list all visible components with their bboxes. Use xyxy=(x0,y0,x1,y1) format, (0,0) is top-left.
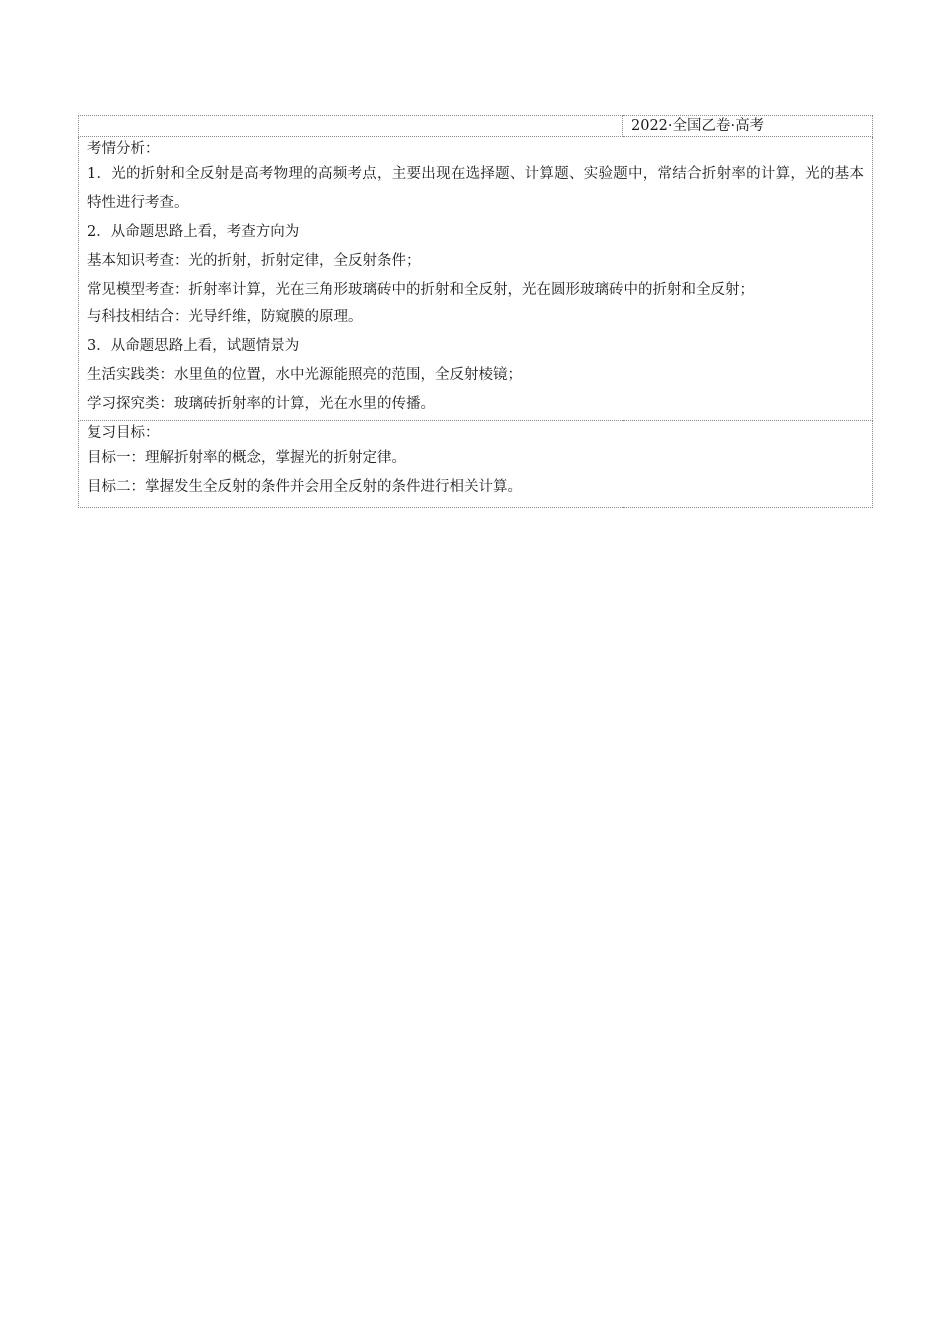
goals-row xyxy=(79,421,873,508)
analysis-line-8: 学习探究类：玻璃砖折射率的计算，光在水里的传播。 xyxy=(87,396,435,412)
analysis-line-5: 与科技相结合：光导纤维，防窥膜的原理。 xyxy=(87,309,363,325)
source-row xyxy=(79,116,873,137)
analysis-line-1: 1．光的折射和全反射是高考物理的高频考点，主要出现在选择题、计算题、实验题中，常结合折射率的计算，光的基本特性进行考查。 xyxy=(87,166,864,211)
source-tag: 2022·全国乙卷·高考 xyxy=(623,116,873,137)
analysis-line-3: 基本知识考查：光的折射，折射定律，全反射条件； xyxy=(87,253,421,269)
goals-title: 复习目标： xyxy=(87,425,160,441)
analysis-line-6: 3．从命题思路上看，试题情景为 xyxy=(87,338,300,354)
analysis-line-4: 常见模型考查：折射率计算，光在三角形玻璃砖中的折射和全反射，光在圆形玻璃砖中的折射和全反射； xyxy=(87,282,754,298)
goal-line-2: 目标二：掌握发生全反射的条件并会用全反射的条件进行相关计算。 xyxy=(87,479,522,495)
analysis-section xyxy=(87,137,864,420)
goal-line-1: 目标一：理解折射率的概念，掌握光的折射定律。 xyxy=(87,450,406,466)
analysis-line-2: 2．从命题思路上看，考查方向为 xyxy=(87,224,300,240)
goals-cell xyxy=(79,421,873,508)
analysis-title: 考情分析： xyxy=(87,141,160,157)
analysis-cell xyxy=(79,137,873,421)
analysis-row xyxy=(79,137,873,421)
goals-section xyxy=(87,422,864,507)
source-blank-cell xyxy=(79,116,623,137)
analysis-line-7: 生活实践类：水里鱼的位置，水中光源能照亮的范围，全反射棱镜； xyxy=(87,367,522,383)
exam-analysis-table xyxy=(78,115,873,508)
